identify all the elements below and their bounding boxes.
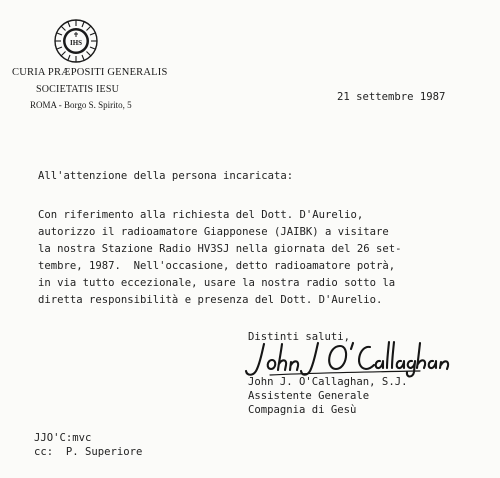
body-line: Con riferimento alla richiesta del Dott. D'Aurelio,: [38, 209, 364, 221]
jesuit-seal-logo: [53, 18, 99, 64]
letterhead-line-2: SOCIETATIS IESU: [36, 84, 120, 95]
body-line: tembre, 1987. Nell'occasione, detto radioamatore potrà,: [38, 260, 396, 272]
carbon-copy-line: cc: P. Superiore: [34, 446, 143, 458]
letterhead-address: ROMA - Borgo S. Spirito, 5: [30, 100, 132, 110]
letter-date: 21 settembre 1987: [337, 91, 446, 103]
body-line: la nostra Stazione Radio HV3SJ nella giornata del 26 set-: [38, 243, 402, 255]
attention-line: All'attenzione della persona incaricata:: [38, 170, 294, 182]
closing-salutation: Distinti saluti,: [248, 331, 351, 343]
seal-monogram: IHS: [69, 39, 83, 47]
body-line: diretta responsibilità e presenza del Dott. D'Aurelio.: [38, 294, 383, 306]
signer-name: John J. O'Callaghan, S.J.: [248, 376, 408, 388]
handwritten-signature: [242, 338, 452, 380]
reference-initials: JJO'C:mvc: [34, 432, 92, 444]
body-line: autorizzo il radioamatore Giapponese (JAIBK) a visitare: [38, 226, 389, 238]
letterhead-line-1: CURIA PRÆPOSITI GENERALIS: [12, 67, 168, 78]
body-line: in via tutto eccezionale, usare la nostra radio sotto la: [38, 277, 396, 289]
signer-title: Assistente Generale: [248, 390, 370, 402]
signer-organization: Compagnia di Gesù: [248, 404, 357, 416]
